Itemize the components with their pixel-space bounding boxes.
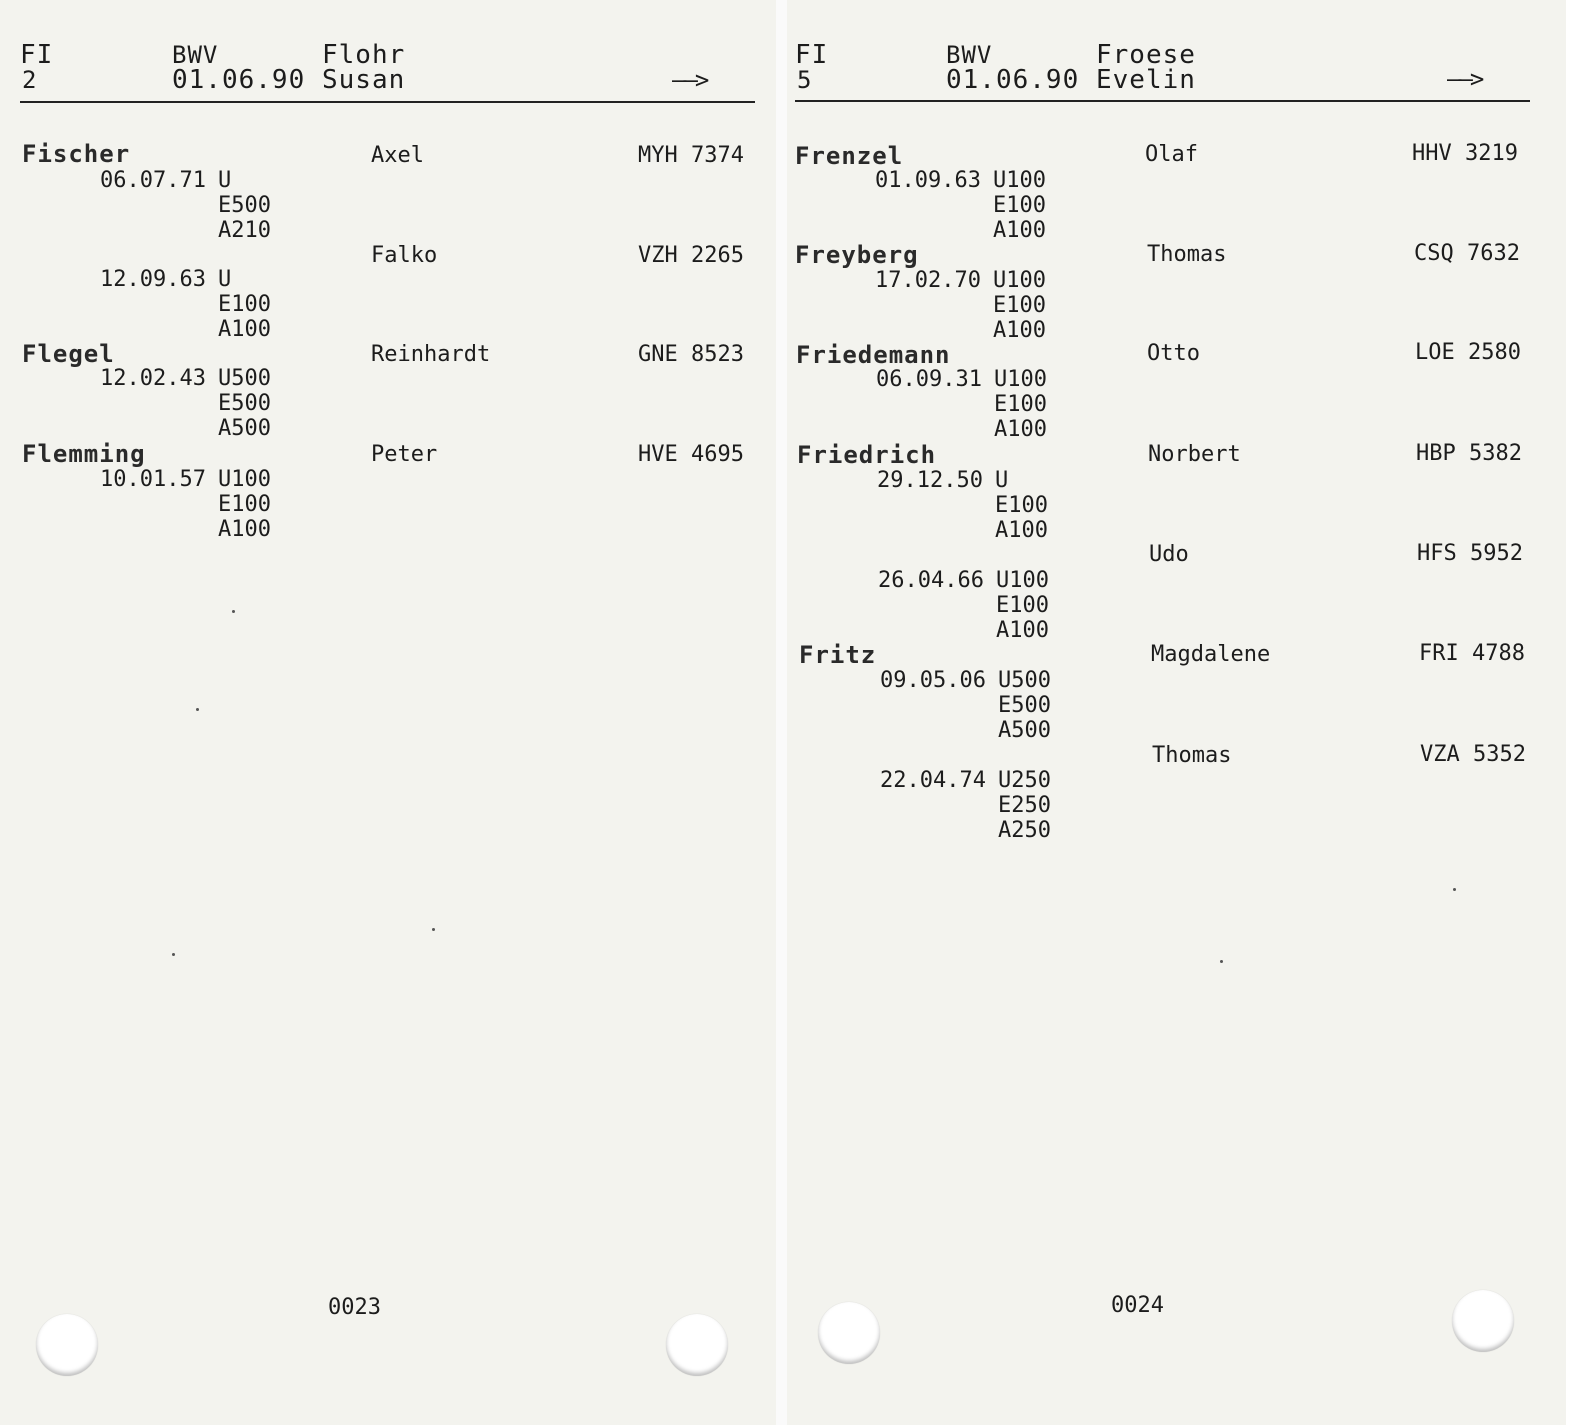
code-e: E100 <box>996 593 1049 618</box>
code-e: E100 <box>993 193 1046 218</box>
header-divider <box>20 101 755 103</box>
header-divider <box>795 100 1530 102</box>
paper-speck <box>1453 888 1456 891</box>
header-code: FI <box>795 40 829 70</box>
family-surname: Fritz <box>799 641 877 669</box>
code-e: E100 <box>994 392 1047 417</box>
code-a: A500 <box>998 718 1051 743</box>
code-list <box>218 366 288 441</box>
given-name: Peter <box>371 442 438 467</box>
given-name: Reinhardt <box>371 342 491 367</box>
punch-hole <box>666 1314 728 1376</box>
given-name: Olaf <box>1145 142 1198 167</box>
code-a: A100 <box>996 618 1049 643</box>
code-e: E100 <box>218 492 271 517</box>
header-label: BWV <box>946 41 993 69</box>
code-u: U100 <box>218 467 271 492</box>
code-a: A100 <box>994 417 1047 442</box>
code-a: A500 <box>218 416 271 441</box>
family-surname: Freyberg <box>795 241 919 269</box>
code-list <box>995 468 1065 543</box>
code-e: E500 <box>218 391 271 416</box>
header-label: BWV <box>172 41 219 69</box>
header-given-name: Susan <box>322 65 406 95</box>
family-surname: Fischer <box>22 140 131 168</box>
given-name: Udo <box>1149 542 1189 567</box>
header-date: 01.06.90 <box>172 65 306 95</box>
code-a: A100 <box>993 218 1046 243</box>
birth-date: 06.09.31 <box>876 367 982 392</box>
plate-number: HFS 5952 <box>1417 541 1523 566</box>
plate-number: VZH 2265 <box>638 243 744 268</box>
code-list <box>993 168 1063 243</box>
code-e: E100 <box>218 292 271 317</box>
plate-number: HHV 3219 <box>1412 141 1518 166</box>
record-sheet-left <box>0 0 776 1425</box>
code-list <box>996 568 1066 643</box>
code-u: U500 <box>218 366 271 391</box>
punch-hole <box>36 1314 98 1376</box>
code-e: E500 <box>218 193 271 218</box>
code-u: U <box>218 267 232 292</box>
code-a: A100 <box>218 517 271 542</box>
page-gap <box>776 0 787 1425</box>
birth-date: 29.12.50 <box>877 468 983 493</box>
plate-number: CSQ 7632 <box>1414 241 1520 266</box>
code-e: E250 <box>998 793 1051 818</box>
birth-date: 12.02.43 <box>100 366 206 391</box>
code-a: A100 <box>995 518 1048 543</box>
plate-number: LOE 2580 <box>1415 340 1521 365</box>
code-e: E100 <box>995 493 1048 518</box>
code-a: A100 <box>218 317 271 342</box>
family-surname: Flegel <box>22 340 115 368</box>
birth-date: 09.05.06 <box>880 668 986 693</box>
continue-arrow-icon: ——> <box>1447 65 1482 93</box>
code-a: A210 <box>218 218 271 243</box>
code-u: U250 <box>998 768 1051 793</box>
paper-speck <box>232 610 235 613</box>
family-surname: Frenzel <box>795 142 904 170</box>
code-list <box>993 268 1063 343</box>
birth-date: 06.07.71 <box>100 168 206 193</box>
given-name: Falko <box>371 243 438 268</box>
code-e: E500 <box>998 693 1051 718</box>
header-surname: Flohr <box>322 40 406 70</box>
birth-date: 12.09.63 <box>100 267 206 292</box>
punch-hole <box>1452 1290 1514 1352</box>
paper-speck <box>196 708 199 711</box>
family-surname: Friedemann <box>796 341 951 369</box>
plate-number: HVE 4695 <box>638 442 744 467</box>
birth-date: 01.09.63 <box>875 168 981 193</box>
plate-number: VZA 5352 <box>1420 742 1526 767</box>
header-surname: Froese <box>1096 40 1196 70</box>
given-name: Axel <box>371 143 424 168</box>
code-list <box>998 668 1068 743</box>
plate-number: FRI 4788 <box>1419 641 1525 666</box>
continue-arrow-icon: ——> <box>672 66 707 94</box>
family-surname: Flemming <box>22 440 146 468</box>
code-u: U100 <box>993 168 1046 193</box>
family-surname: Friedrich <box>797 441 937 469</box>
birth-date: 17.02.70 <box>875 268 981 293</box>
header-sheet-number: 2 <box>22 66 38 94</box>
code-a: A250 <box>998 818 1051 843</box>
record-sheet-right <box>787 0 1566 1425</box>
paper-speck <box>172 953 175 956</box>
birth-date: 10.01.57 <box>100 467 206 492</box>
header-given-name: Evelin <box>1096 65 1196 95</box>
given-name: Magdalene <box>1151 642 1271 667</box>
code-e: E100 <box>993 293 1046 318</box>
birth-date: 22.04.74 <box>880 768 986 793</box>
plate-number: GNE 8523 <box>638 342 744 367</box>
header-date: 01.06.90 <box>946 65 1080 95</box>
punch-hole <box>818 1302 880 1364</box>
code-u: U <box>995 468 1009 493</box>
code-u: U500 <box>998 668 1051 693</box>
given-name: Norbert <box>1148 442 1241 467</box>
code-list <box>218 267 288 342</box>
header-sheet-number: 5 <box>797 66 813 94</box>
code-list <box>218 467 288 542</box>
header-code: FI <box>20 40 54 70</box>
code-u: U100 <box>996 568 1049 593</box>
page-number: 0023 <box>328 1295 381 1320</box>
code-u: U100 <box>994 367 1047 392</box>
code-u: U <box>218 168 232 193</box>
code-u: U100 <box>993 268 1046 293</box>
birth-date: 26.04.66 <box>878 568 984 593</box>
given-name: Thomas <box>1152 743 1232 768</box>
given-name: Thomas <box>1147 242 1227 267</box>
given-name: Otto <box>1147 341 1200 366</box>
code-a: A100 <box>993 318 1046 343</box>
paper-speck <box>432 928 435 931</box>
paper-speck <box>1220 960 1223 963</box>
code-list <box>998 768 1068 843</box>
code-list <box>218 168 288 243</box>
plate-number: HBP 5382 <box>1416 441 1522 466</box>
code-list <box>994 367 1064 442</box>
page-number: 0024 <box>1111 1293 1164 1318</box>
plate-number: MYH 7374 <box>638 143 744 168</box>
